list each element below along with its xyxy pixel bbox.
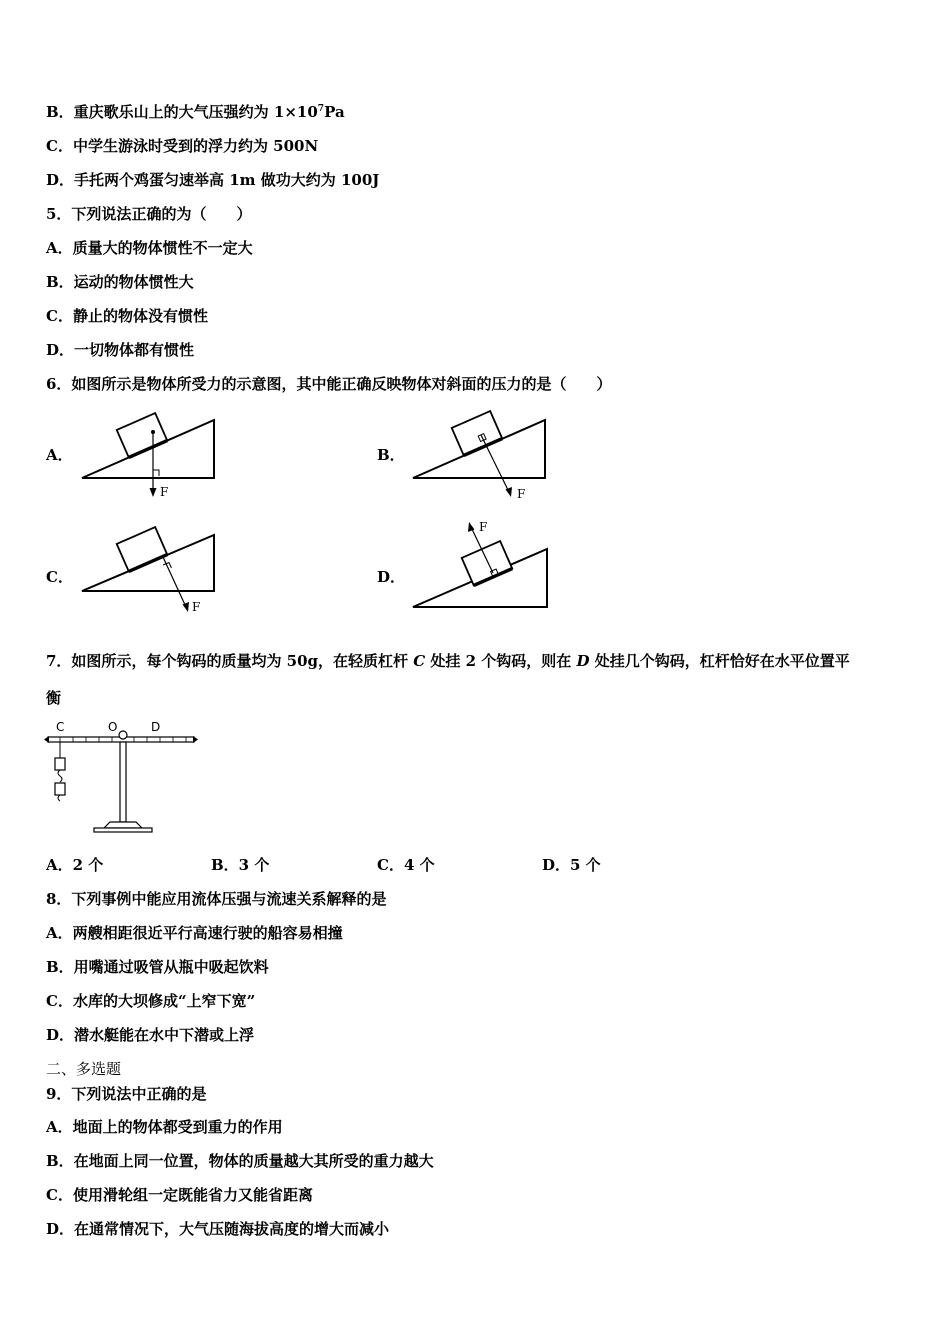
q9-option-b: B．在地面上同一位置，物体的质量越大其所受的重力越大 xyxy=(46,1152,434,1170)
q6-figure-c xyxy=(78,525,228,620)
q7-stem-continued: 衡 xyxy=(46,689,62,707)
q9-option-c: C．使用滑轮组一定既能省力又能省距离 xyxy=(46,1186,313,1204)
q7-lever-figure xyxy=(44,716,202,834)
q4-option-b: B．重庆歌乐山上的大气压强约为 $1\times 10^7Pa$ xyxy=(46,103,345,121)
q7-option-d: D．5 个 xyxy=(542,856,601,874)
lever-label-d: D xyxy=(151,720,161,734)
q8-option-a: A．两艘相距很近平行高速行驶的船容易相撞 xyxy=(46,924,343,942)
q4-option-d: D．手托两个鸡蛋匀速举高 1m 做功大约为 100J xyxy=(46,171,380,189)
q6-force-label-b: F xyxy=(517,487,526,501)
q6-label-b: B． xyxy=(377,446,405,464)
lever-label-c: C xyxy=(56,720,65,734)
q5-stem: 5．下列说法正确的为（ ） xyxy=(46,205,252,223)
q6-force-label-d: F xyxy=(479,520,488,534)
q6-figure-a xyxy=(78,408,228,498)
q5-option-d: D．一切物体都有惯性 xyxy=(46,341,195,359)
lever-label-o: O xyxy=(108,720,118,734)
q6-label-c: C． xyxy=(46,568,73,586)
q8-option-c: C．水库的大坝修成“上窄下宽” xyxy=(46,992,256,1010)
q7-option-a: A．2 个 xyxy=(46,856,104,874)
q6-label-d: D． xyxy=(377,568,406,586)
q7-option-c: C．4 个 xyxy=(377,856,435,874)
q9-stem: 9．下列说法中正确的是 xyxy=(46,1085,207,1103)
q6-force-label-a: F xyxy=(160,485,169,498)
q6-force-label-c: F xyxy=(192,600,201,614)
q5-option-c: C．静止的物体没有惯性 xyxy=(46,307,208,325)
q6-stem: 6．如图所示是物体所受力的示意图，其中能正确反映物体对斜面的压力的是（ ） xyxy=(46,375,612,393)
q7-option-b: B．3 个 xyxy=(211,856,270,874)
q8-option-b: B．用嘴通过吸管从瓶中吸起饮料 xyxy=(46,958,269,976)
q8-stem: 8．下列事例中能应用流体压强与流速关系解释的是 xyxy=(46,890,387,908)
q5-option-b: B．运动的物体惯性大 xyxy=(46,273,194,291)
q7-stem: 7．如图所示，每个钩码的质量均为 50g，在轻质杠杆 C 处挂 2 个钩码，则在 D 处挂几个钩码，杠杆恰好在水平位置平 xyxy=(46,652,850,670)
q6-figure-b xyxy=(409,408,559,503)
section-title: 二、多选题 xyxy=(46,1060,122,1078)
q8-option-d: D．潜水艇能在水中下潜或上浮 xyxy=(46,1026,255,1044)
q9-option-a: A．地面上的物体都受到重力的作用 xyxy=(46,1118,283,1136)
q5-option-a: A．质量大的物体惯性不一定大 xyxy=(46,239,253,257)
q6-figure-d xyxy=(409,515,559,615)
q6-label-a: A． xyxy=(46,446,73,464)
q4-option-c: C．中学生游泳时受到的浮力约为 500N xyxy=(46,137,319,155)
q9-option-d: D．在通常情况下，大气压随海拔高度的增大而减小 xyxy=(46,1220,390,1238)
